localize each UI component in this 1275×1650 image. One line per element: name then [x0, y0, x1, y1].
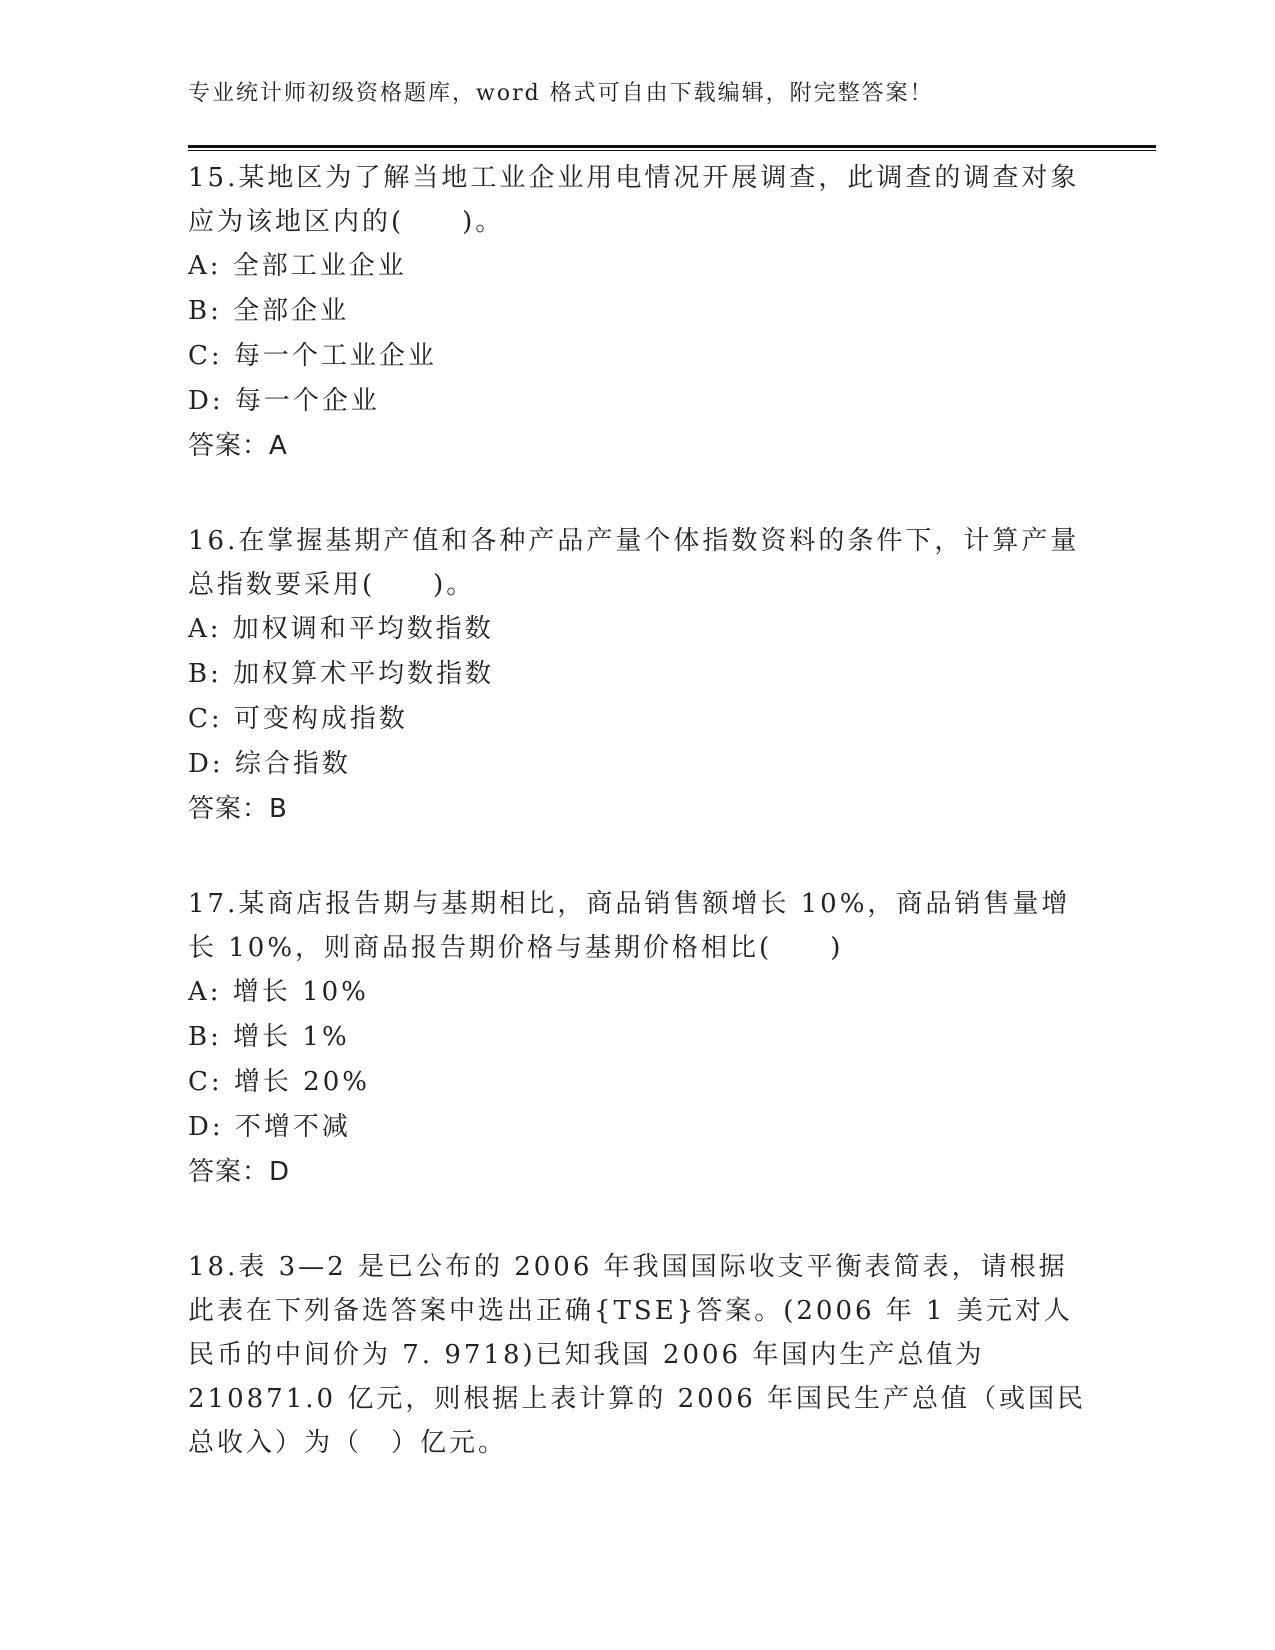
page-header: 专业统计师初级资格题库，word 格式可自由下载编辑，附完整答案！: [188, 81, 934, 106]
question-gap: [188, 469, 1088, 519]
header-rule-thin: [188, 150, 1156, 151]
question-gap: [188, 1195, 1088, 1245]
question-16: [188, 519, 1088, 832]
question-17: [188, 882, 1088, 1195]
option-a: A: 全部工业企业: [188, 251, 407, 281]
option-c: C: 可变构成指数: [188, 704, 408, 734]
question-stem: 16.在掌握基期产值和各种产品产量个体指数资料的条件下，计算产量总指数要采用( )。: [188, 526, 1080, 600]
answer-line: 答案：B: [188, 794, 288, 824]
option-b: B: 加权算术平均数指数: [188, 659, 495, 689]
option-a: A: 加权调和平均数指数: [188, 614, 494, 644]
question-stem: 15.某地区为了解当地工业企业用电情况开展调查，此调查的调查对象应为该地区内的( )。: [188, 163, 1080, 237]
option-c: C: 每一个工业企业: [188, 341, 437, 371]
option-b: B: 增长 1%: [188, 1022, 350, 1052]
question-stem: 18.表 3—2 是已公布的 2006 年我国国际收支平衡表简表，请根据此表在下列备选答案中选出正确{TSE}答案。(2006 年 1 美元对人民币的中间价为 7. 9718)已知我国 2006 年国内生产总值为 210871.0 亿元，则根据上表计算的 2006 年国民生产总值（或国民总收入）为（ ）亿元。: [188, 1252, 1087, 1458]
option-d: D: 不增不减: [188, 1112, 351, 1142]
question-gap: [188, 832, 1088, 882]
option-c: C: 增长 20%: [188, 1067, 370, 1097]
option-b: B: 全部企业: [188, 296, 350, 326]
option-a: A: 增长 10%: [188, 977, 369, 1007]
header-rule-thick: [188, 145, 1156, 148]
question-list: [188, 156, 1088, 1465]
option-d: D: 每一个企业: [188, 386, 380, 416]
answer-line: 答案：A: [188, 431, 288, 461]
question-15: [188, 156, 1088, 469]
answer-line: 答案：D: [188, 1157, 291, 1187]
question-stem: 17.某商店报告期与基期相比，商品销售额增长 10%，商品销售量增长 10%，则商品报告期价格与基期价格相比( ): [188, 889, 1071, 963]
question-18: [188, 1245, 1088, 1465]
option-d: D: 综合指数: [188, 749, 351, 779]
